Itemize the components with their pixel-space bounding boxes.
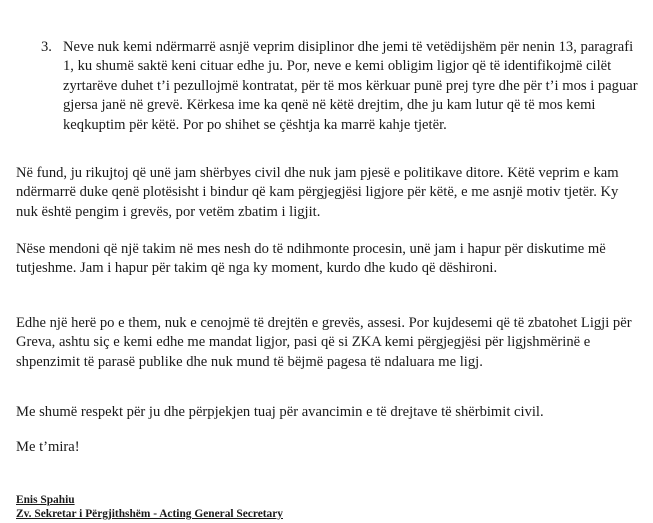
closing-salutation: Me t’mira! bbox=[16, 439, 80, 455]
respect-paragraph: Me shumë respekt për ju dhe përpjekjen tuaj për avancimin e të drejtave të shërbimit civil. bbox=[16, 404, 544, 420]
signatory-name: Enis Spahiu bbox=[16, 494, 75, 506]
list-item-text: Neve nuk kemi ndërmarrë asnjë veprim disiplinor dhe jemi të vetëdijshëm për nenin 13, paragrafi 1, ku shumë saktë keni cituar edhe ju. Por, neve e kemi obligim ligjor që të identifikojmë cilët zyrtarëve duhet t’i pezullojmë kontratat, për të mos kërkuar punë prej tyre dhe për t’i mos i paguar gjersa janë në grevë. Kërkesa ime ka qenë në këtë drejtim, dhe ju kam lutur që të mos kemi keqkuptim për këtë. Por po shihet se çështja ka marrë kahje tjetër. bbox=[63, 39, 638, 133]
list-item-number: 3. bbox=[41, 39, 52, 55]
numbered-list-item bbox=[41, 38, 641, 135]
signature-block bbox=[16, 493, 283, 521]
strike-law-paragraph: Edhe një herë po e them, nuk e cenojmë të drejtën e grevës, assesi. Por kujdesemi që të zbatohet Ligji për Greva, ashtu siç e kemi edhe me mandat ligjor, pasi që si ZKA kemi përgjegjësi për ligjshmërinë e shpenzimit të parasë publike dhe nuk mund të bëjmë pagesa të ndaluara me ligj. bbox=[16, 315, 632, 370]
meeting-offer-paragraph: Nëse mendoni që një takim në mes nesh do të ndihmonte procesin, unë jam i hapur për diskutime më tutjeshme. Jam i hapur për takim që nga ky moment, kurdo dhe kudo që dëshironi. bbox=[16, 241, 606, 277]
closing-paragraph-civil-servant: Në fund, ju rikujtoj që unë jam shërbyes civil dhe nuk jam pjesë e politikave ditore. Këtë veprim e kam ndërmarrë duke qenë plotësisht i bindur që kam përgjegjësi ligjore për këtë, e me asnjë motiv tjetër. Ky nuk është pengim i grevës, por vetëm zbatim i ligjit. bbox=[16, 165, 619, 220]
signatory-title: Zv. Sekretar i Përgjithshëm - Acting General Secretary bbox=[16, 508, 283, 520]
